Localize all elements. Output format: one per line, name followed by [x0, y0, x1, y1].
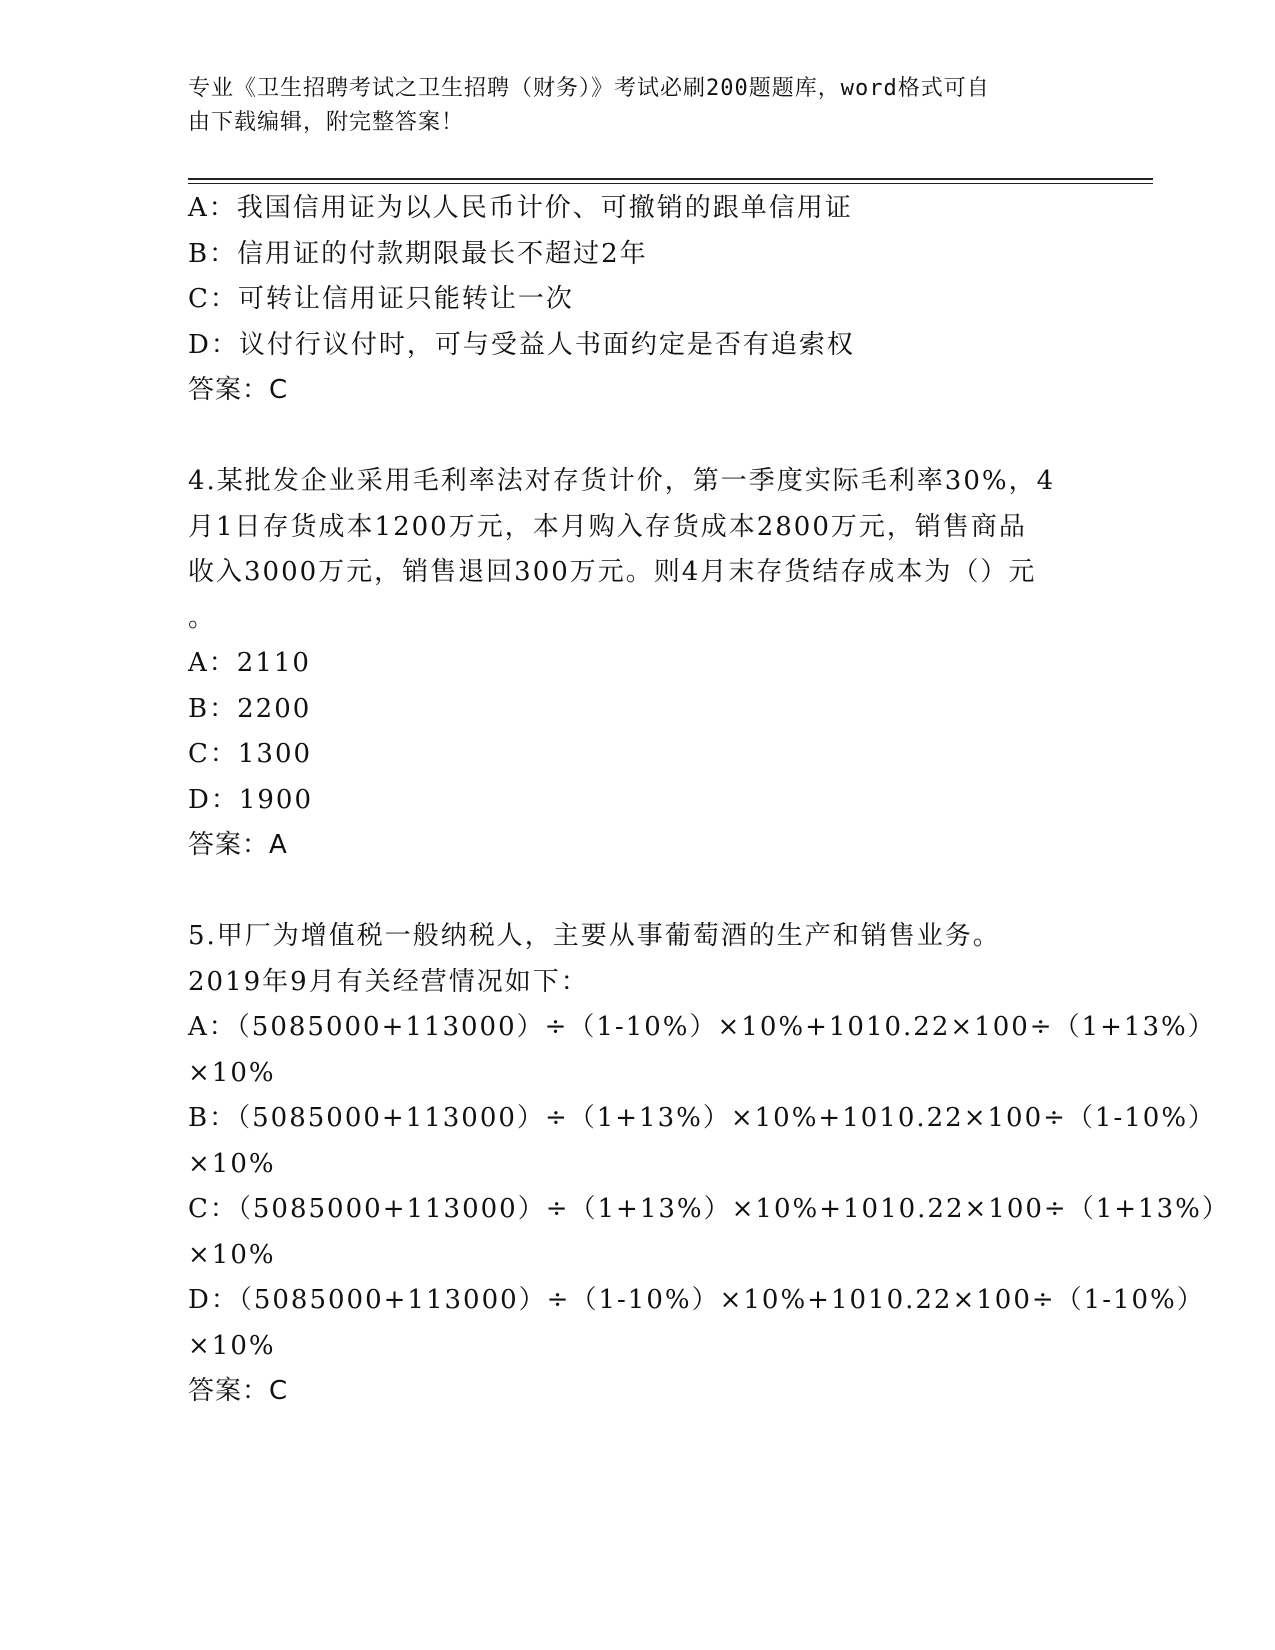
- question-5: [188, 914, 1230, 1415]
- q5-option-a-line-1: A：（5085000+113000）÷（1-10%）×10%+1010.22×100÷（1+13%）: [188, 1012, 1216, 1042]
- q5-option-c-line-2: ×10%: [188, 1239, 276, 1270]
- q5-option-d-line-1: D：（5085000+113000）÷（1-10%）×10%+1010.22×100÷（1-10%）: [188, 1285, 1205, 1315]
- q4-option-d: D：1900: [188, 784, 314, 815]
- q5-option-b-line-1: B：（5085000+113000）÷（1+13%）×10%+1010.22×100÷（1-10%）: [188, 1103, 1217, 1133]
- q4-stem-line-4: 。: [188, 602, 217, 633]
- spacer: [188, 414, 1088, 460]
- q3-answer: 答案：C: [188, 375, 289, 405]
- document-body: [188, 186, 1230, 1415]
- spacer: [188, 869, 1088, 915]
- q4-option-a: A：2110: [188, 648, 311, 678]
- q4-option-c: C：1300: [188, 739, 313, 769]
- q3-option-d: D：议付行议付时，可与受益人书面约定是否有追索权: [188, 329, 855, 360]
- q3-option-b: B：信用证的付款期限最长不超过2年: [188, 238, 648, 269]
- question-3: [188, 186, 1088, 414]
- q4-stem-line-3: 收入3000万元，销售退回300万元。则4月末存货结存成本为（）元: [188, 557, 1037, 587]
- q4-stem-line-1: 4.某批发企业采用毛利率法对存货计价，第一季度实际毛利率30%，4: [188, 466, 1056, 496]
- question-4: [188, 459, 1088, 869]
- q5-option-d-line-2: ×10%: [188, 1330, 276, 1361]
- header-line-1: 专业《卫生招聘考试之卫生招聘（财务）》考试必刷200题题库，word格式可自: [188, 76, 990, 101]
- q4-option-b: B：2200: [188, 693, 312, 724]
- q5-stem-line-2: 2019年9月有关经营情况如下：: [188, 966, 589, 997]
- q4-stem-line-2: 月1日存货成本1200万元，本月购入存货成本2800万元，销售商品: [188, 511, 1027, 542]
- q5-option-c-line-1: C：（5085000+113000）÷（1+13%）×10%+1010.22×100÷（1+13%）: [188, 1194, 1230, 1224]
- q4-answer: 答案：A: [188, 830, 288, 860]
- document-header: [188, 72, 1068, 140]
- header-line-2: 由下载编辑，附完整答案！: [188, 110, 465, 135]
- header-divider-thick: [188, 178, 1153, 180]
- header-divider-thin: [188, 183, 1153, 184]
- q5-stem-line-1: 5.甲厂为增值税一般纳税人，主要从事葡萄酒的生产和销售业务。: [188, 921, 1001, 951]
- q3-option-c: C：可转让信用证只能转让一次: [188, 284, 574, 314]
- q5-answer: 答案：C: [188, 1376, 289, 1406]
- q5-option-b-line-2: ×10%: [188, 1148, 276, 1179]
- q3-option-a: A：我国信用证为以人民币计价、可撤销的跟单信用证: [188, 193, 853, 223]
- q5-option-a-line-2: ×10%: [188, 1057, 276, 1088]
